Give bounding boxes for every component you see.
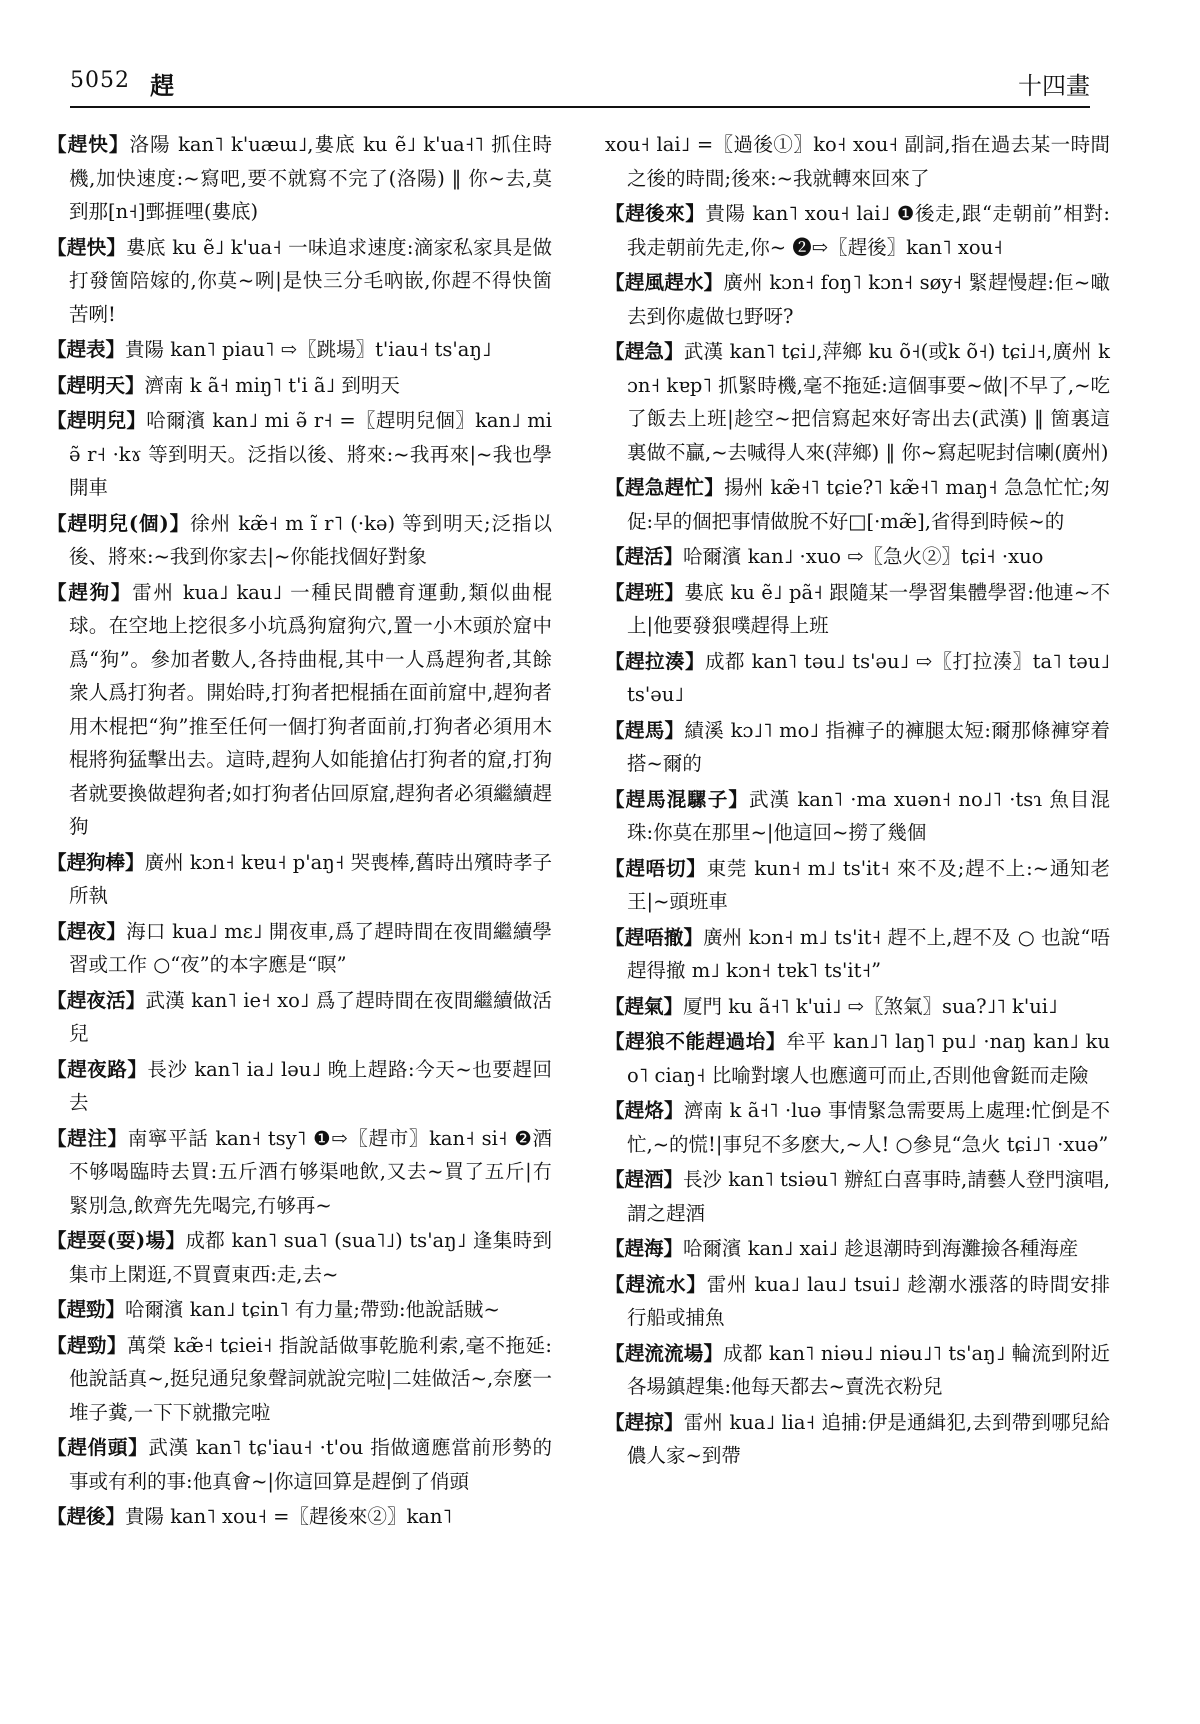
entry-definition: 哈爾濱 kan˩ mi ə̃ r˧ =〖趕明兒個〗kan˩ mi ə̃ r˧ ·kɤ 等到明天。泛指以後、將來:~我再來|~我也學開車 [69, 409, 552, 499]
dictionary-entry [47, 404, 552, 505]
entry-headword: 【趕後】 [47, 1505, 126, 1528]
entry-headword: 【趕明兒】 [47, 409, 147, 432]
dictionary-entry [605, 335, 1110, 469]
entry-definition: 長沙 kan˥ tsiəu˥ 辦紅白喜事時,請藝人登門演唱,謂之趕酒 [627, 1168, 1110, 1225]
entry-headword: 【趕海】 [605, 1237, 684, 1260]
entry-headword: 【趕馬混騾子】 [605, 787, 749, 811]
entry-definition: 哈爾濱 kan˩ tɕin˥ 有力量;帶勁:他說話賊~ [125, 1298, 500, 1321]
entry-headword: 【趕掠】 [605, 1410, 684, 1434]
dictionary-entry [605, 576, 1110, 643]
entry-headword: 【趕唔切】 [605, 856, 707, 880]
entry-definition: 長沙 kan˥ ia˩ ləu˩ 晚上趕路:今天~也要趕回去 [69, 1057, 552, 1114]
dictionary-entry [47, 1293, 552, 1327]
dictionary-entry [47, 915, 552, 982]
entry-definition: 海口 kua˩ mɛ˩ 開夜車,爲了趕時間在夜間繼續學習或工作 ○“夜”的本字應是“暝” [69, 919, 552, 976]
dictionary-entry [605, 645, 1110, 712]
dictionary-entry [47, 1431, 552, 1498]
entry-definition: 厦門 ku ã˧˥ k'ui˩ ⇨〖煞氣〗sua?˩˥ k'ui˩ [683, 994, 1058, 1018]
entry-definition: 廣州 kɔn˧ kɐu˧ p'aŋ˧ 哭喪棒,舊時出殯時孝子所執 [69, 850, 552, 907]
entry-headword: 【趕活】 [605, 545, 684, 568]
entry-definition: 廣州 kɔn˧ foŋ˥ kɔn˧ søy˧ 緊趕慢趕:佢~噉去到你處做乜野呀? [627, 271, 1110, 328]
entry-definition: 濟南 k ã˧˥ ·luə 事情緊急需要馬上處理:忙倒是不忙,~的慌!|事兒不多麽大,~人! ○參見“急火 tɕi˩˥ ·xuə” [627, 1099, 1110, 1156]
entry-definition: 武漢 kan˥ tɕ'iau˧ ·t'ou 指做適應當前形勢的事或有利的事:他真會~|你這回算是趕倒了俏頭 [69, 1436, 552, 1493]
entry-definition: 貴陽 kan˥ piau˥ ⇨〖跳場〗t'iau˧ ts'aŋ˩ [125, 338, 492, 361]
entry-definition: 哈爾濱 kan˩ ·xuo ⇨〖急火②〗tɕi˧ ·xuo [683, 545, 1044, 568]
entry-headword: 【趕拉湊】 [605, 649, 705, 673]
entry-definition: 南寧平話 kan˧ tsy˥ ❶⇨〖趕市〗kan˧ si˧ ❷酒不够喝臨時去買:五斤酒冇够渠吔飲,又去~買了五斤|冇緊別急,飲齊先先喝完,冇够再~ [69, 1126, 552, 1217]
entry-definition: 成都 kan˥ niəu˩ niəu˩˥ ts'aŋ˩ 輪流到附近各場鎮趕集:他每天都去~賣洗衣粉兒 [627, 1341, 1110, 1398]
dictionary-entry [47, 1053, 552, 1120]
entry-definition: 牟平 kan˩˥ laŋ˥ pu˩ ·naŋ kan˩ kuo˥ ciaŋ˧ 比喻對壞人也應適可而止,否則他會鋌而走險 [627, 1030, 1110, 1087]
dictionary-entry [47, 231, 552, 332]
dictionary-entry [47, 128, 552, 229]
dictionary-entry [605, 1406, 1110, 1473]
dictionary-entry [47, 846, 552, 913]
entry-headword: 【趕狗】 [47, 580, 133, 604]
dictionary-entry [47, 576, 552, 844]
entry-definition: 雷州 kua˩ lia˧ 追捕:伊是通緝犯,去到帶到哪兒給儂人家~到帶 [627, 1410, 1110, 1467]
entry-headword: 【趕明兒(個)】 [47, 511, 191, 535]
entry-definition: 貴陽 kan˥ xou˧ lai˩ ❶後走,跟“走朝前”相對:我走朝前先走,你~ ❷⇨〖趕後〗kan˥ xou˧ [627, 202, 1110, 259]
entry-definition: 績溪 kɔ˩˥ mo˩ 指褲子的褲腿太短:爾那條褲穿着搭~爾的 [627, 718, 1110, 775]
entry-headword: 【趕注】 [47, 1126, 128, 1150]
dictionary-entry [47, 984, 552, 1051]
entry-headword: 【趕酒】 [605, 1168, 684, 1191]
entry-headword: 【趕明天】 [47, 373, 145, 397]
stroke-section: 十四畫 [1018, 72, 1090, 100]
page-number: 5052 [70, 68, 130, 93]
dictionary-entry [605, 471, 1110, 538]
entry-definition: 洛陽 kan˥ k'uæɯ˩,婁底 ku ẽ˩ k'ua˧˥ 抓住時機,加快速度:~寫吧,要不就寫不完了(洛陽) ‖ 你~去,莫到那[n˧]鄄捱哩(婁底) [69, 133, 552, 223]
entry-headword: 【趕流流場】 [605, 1341, 724, 1365]
dictionary-entry [605, 128, 1110, 195]
entry-headword: 【趕耍(耍)場】 [47, 1229, 186, 1252]
entry-definition: 哈爾濱 kan˩ xai˩ 趁退潮時到海灘撿各種海産 [683, 1237, 1079, 1260]
dictionary-entry [605, 266, 1110, 333]
entry-definition: 廣州 kɔn˧ m˩ ts'it˧ 趕不上,趕不及 ○ 也說“唔趕得撤 m˩ kɔn˧ tɐk˥ ts'it˧” [627, 925, 1110, 982]
dictionary-entry [605, 197, 1110, 264]
entry-headword: 【趕流水】 [605, 1272, 707, 1296]
entry-definition: 武漢 kan˥ tɕi˩,萍鄉 ku õ˧(或k õ˧) tɕi˩˧,廣州 kɔn˧ kɐp˥ 抓緊時機,毫不拖延:這個事要~做|不早了,~吃了飯去上班|趁空~把信寫起來好寄出去(武漢) ‖ 箇裏這裏做不贏,~去喊得人來(萍鄉) ‖ 你~寫起呢封信喇(廣州) [627, 340, 1110, 464]
entry-headword: 【趕狼不能趕過坮】 [605, 1030, 787, 1053]
entry-headword: 【趕夜路】 [47, 1057, 148, 1081]
entry-definition: 貴陽 kan˥ xou˧ =〖趕後來②〗kan˥ [125, 1505, 453, 1528]
entry-headword: 【趕氣】 [605, 994, 684, 1018]
dictionary-entry [605, 1025, 1110, 1092]
dictionary-entry [605, 921, 1110, 988]
dictionary-entry [47, 507, 552, 574]
page-header [70, 66, 1090, 108]
left-column [47, 128, 552, 1536]
entry-headword: 【趕班】 [605, 580, 685, 604]
entry-definition: 東莞 kun˧ m˩ ts'it˧ 來不及;趕不上:~通知老王|~頭班車 [627, 856, 1110, 913]
entry-definition: 武漢 kan˥ ie˧ xo˩ 爲了趕時間在夜間繼續做活兒 [69, 988, 552, 1045]
dictionary-entry [47, 369, 552, 403]
entry-headword: 【趕急】 [605, 340, 684, 363]
entry-headword: 【趕急趕忙】 [605, 476, 725, 499]
entry-definition: 濟南 k ã˧ miŋ˥ t'i ã˩ 到明天 [144, 373, 400, 397]
entry-headword: 【趕快】 [47, 235, 127, 259]
entry-headword: 【趕勁】 [47, 1333, 127, 1357]
entry-definition: 萬榮 kæ̃˧ tɕiei˧ 指說話做事乾脆利索,毫不拖延:他說話真~,挺兒通兒象聲詞就說完啦|二娃做活~,奈麼一堆子糞,一下下就撒完啦 [69, 1333, 552, 1424]
entry-definition: 武漢 kan˥ ·ma xuən˧ no˩˥ ·tsɿ 魚目混珠:你莫在那里~|他這回~撈了幾個 [627, 787, 1110, 844]
entry-headword: 【趕勁】 [47, 1298, 126, 1321]
entry-headword: 【趕狗棒】 [47, 850, 145, 874]
dictionary-entry [47, 333, 552, 367]
dictionary-entry [605, 714, 1110, 781]
entry-headword: 【趕烙】 [605, 1099, 684, 1122]
entry-definition: 徐州 kæ̃˧ m ĩ r˥ (·kə) 等到明天;泛指以後、將來:~我到你家去|~你能找個好對象 [69, 511, 552, 568]
entry-definition: 雷州 kua˩ kau˩ 一種民間體育運動,類似曲棍球。在空地上挖很多小坑爲狗窟狗穴,置一小木頭於窟中爲“狗”。參加者數人,各持曲棍,其中一人爲趕狗者,其餘衆人爲打狗者。開始時,打狗者把棍插在面前窟中,趕狗者用木棍把“狗”推至任何一個打狗者面前,打狗者必須用木棍將狗猛擊出去。這時,趕狗人如能搶佔打狗者的窟,打狗者就要換做趕狗者;如打狗者佔回原窟,趕狗者必須繼續趕狗 [69, 580, 552, 838]
dictionary-entry [47, 1500, 552, 1534]
dictionary-entry [605, 783, 1110, 850]
dictionary-entry [47, 1329, 552, 1430]
entry-definition: 成都 kan˥ sua˥ (sua˥˩) ts'aŋ˩ 逢集時到集市上閑逛,不買賣東西:走,去~ [69, 1229, 552, 1286]
entry-headword: 【趕俏頭】 [47, 1436, 149, 1459]
dictionary-entry [605, 990, 1110, 1024]
dictionary-entry [47, 1122, 552, 1223]
entry-definition: 婁底 ku ẽ˩ k'ua˧ 一味追求速度:滴家私家具是做打發箇陪嫁的,你莫~咧|是快三分毛吶嵌,你趕不得快箇苦咧! [69, 235, 552, 326]
dictionary-entry [47, 1224, 552, 1291]
dictionary-entry [605, 1268, 1110, 1335]
dictionary-entry [605, 540, 1110, 574]
entry-definition: 婁底 ku ẽ˩ pã˧ 跟隨某一學習集體學習:他連~不上|他要發狠噗趕得上班 [627, 580, 1110, 637]
dictionary-entry [605, 852, 1110, 919]
dictionary-entry [605, 1337, 1110, 1404]
entry-definition: xou˧ lai˩ =〖過後①〗ko˧ xou˧ 副詞,指在過去某一時間之後的時間;後來:~我就轉來回來了 [605, 133, 1110, 190]
right-column [605, 128, 1110, 1475]
entry-headword: 【趕風趕水】 [605, 271, 724, 294]
entry-definition: 成都 kan˥ təu˩ ts'əu˩ ⇨〖打拉湊〗ta˥ təu˩ ts'əu˩ [627, 649, 1110, 706]
entry-headword: 【趕夜活】 [47, 988, 146, 1012]
entry-headword: 【趕後來】 [605, 202, 706, 225]
entry-headword: 【趕快】 [47, 133, 130, 156]
dictionary-entry [605, 1232, 1110, 1266]
entry-headword: 【趕表】 [47, 338, 126, 361]
entry-headword: 【趕唔撤】 [605, 925, 704, 949]
entry-headword: 【趕夜】 [47, 919, 127, 943]
entry-definition: 揚州 kæ̃˧˥ tɕie?˥ kæ̃˧˥ maŋ˧ 急急忙忙;匆促:早的個把事情做脫不好□[·mæ̃],省得到時候~的 [627, 476, 1110, 533]
entry-headword: 【趕馬】 [605, 718, 685, 742]
dictionary-entry [605, 1094, 1110, 1161]
entry-definition: 雷州 kua˩ lau˩ tsui˩ 趁潮水漲落的時間安排行船或捕魚 [627, 1272, 1110, 1329]
dictionary-entry [605, 1163, 1110, 1230]
head-character: 趕 [150, 71, 174, 100]
